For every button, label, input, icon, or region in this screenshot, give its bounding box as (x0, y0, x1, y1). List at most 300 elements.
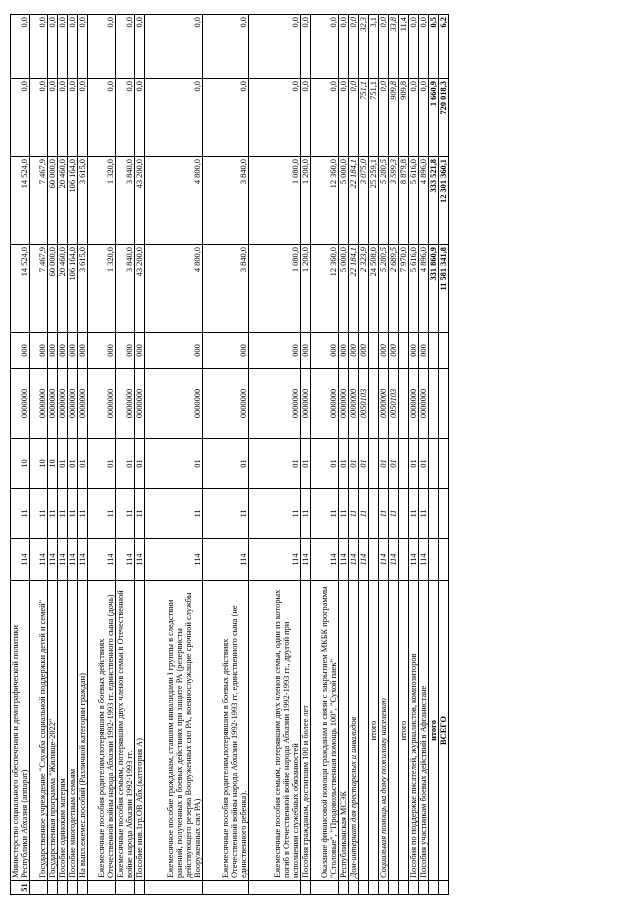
row-label-cell: Пособия гражданам, достигшим 100 и более лет (301, 581, 311, 881)
code-cell: 11 (58, 489, 68, 539)
amount-cell: 0,0 (379, 79, 389, 157)
code-cell: 000 (48, 333, 58, 369)
amount-cell: 0,0 (48, 79, 58, 157)
amount-cell: 0,0 (68, 79, 78, 157)
code-cell (349, 881, 359, 895)
code-cell (399, 881, 409, 895)
code-cell (369, 881, 379, 895)
code-cell: 11 (419, 489, 429, 539)
amount-cell: 0,0 (135, 79, 145, 157)
code-cell: 114 (249, 539, 301, 581)
code-cell (58, 881, 68, 895)
code-cell: 11 (116, 489, 135, 539)
amount-cell: 5 280,5 (379, 245, 389, 333)
amount-cell: 7 467,9 (30, 245, 48, 333)
amount-cell: 4 800,0 (145, 157, 203, 245)
code-cell (369, 539, 379, 581)
code-cell (439, 369, 449, 439)
amount-cell: 4 800,0 (145, 245, 203, 333)
amount-cell: 43 200,0 (135, 245, 145, 333)
code-cell: 11 (11, 489, 30, 539)
code-cell: 0000000 (135, 369, 145, 439)
table-row (311, 15, 339, 895)
code-cell: 000 (349, 333, 359, 369)
code-cell (145, 881, 203, 895)
amount-cell: 12 360,0 (311, 245, 339, 333)
code-cell: 11 (88, 489, 116, 539)
table-row (48, 15, 58, 895)
code-cell: 000 (30, 333, 48, 369)
amount-cell: 0,0 (88, 79, 116, 157)
amount-cell: 14 524,0 (11, 245, 30, 333)
code-cell (429, 439, 439, 489)
code-cell: 114 (68, 539, 78, 581)
code-cell: 01 (68, 439, 78, 489)
amount-cell: 909,8 (399, 79, 409, 157)
code-cell (249, 881, 301, 895)
amount-cell: 1 080,0 (249, 157, 301, 245)
amount-cell: 5 280,5 (379, 157, 389, 245)
code-cell: 0000000 (339, 369, 349, 439)
code-cell: 000 (116, 333, 135, 369)
code-cell (419, 881, 429, 895)
amount-cell: 20 460,0 (58, 245, 68, 333)
code-cell (369, 439, 379, 489)
code-cell: 01 (249, 439, 301, 489)
code-cell (439, 881, 449, 895)
amount-cell: 3 599,3 (389, 157, 399, 245)
amount-cell: 1 320,0 (88, 245, 116, 333)
amount-cell: 25 259,1 (369, 157, 379, 245)
amount-cell: 0,0 (78, 15, 88, 79)
row-label-cell: Государственная программа "Жилище-2022" (48, 581, 58, 881)
code-cell: 000 (389, 333, 399, 369)
rotated-budget-table-page (10, 15, 620, 895)
table-row (135, 15, 145, 895)
code-cell: 114 (379, 539, 389, 581)
row-label-cell: итого (399, 581, 409, 881)
code-cell: 114 (301, 539, 311, 581)
code-cell: 01 (379, 439, 389, 489)
code-cell (429, 369, 439, 439)
code-cell (439, 333, 449, 369)
code-cell: 114 (88, 539, 116, 581)
code-cell: 0000000 (11, 369, 30, 439)
amount-cell: 43 200,0 (135, 157, 145, 245)
code-cell: 0000000 (249, 369, 301, 439)
row-label-cell: Оказание финансовой помощи гражданам в связи с закрытием МКБК программы "Столовые", "Продовольственная помощь 100", "Сухой паек" (311, 581, 339, 881)
amount-cell: 0,0 (135, 15, 145, 79)
code-cell (203, 881, 249, 895)
table-row (339, 15, 349, 895)
table-row (116, 15, 135, 895)
code-cell (339, 881, 349, 895)
amount-cell: 0,0 (48, 15, 58, 79)
code-cell (399, 539, 409, 581)
row-label-cell (389, 581, 399, 881)
amount-cell: 12 360,0 (311, 157, 339, 245)
amount-cell: 106 164,0 (68, 157, 78, 245)
code-cell: 11 (30, 489, 48, 539)
row-label-cell: Пособие инв.1гр.ОВ Абх.(категория А) (135, 581, 145, 881)
table-row (399, 15, 409, 895)
code-cell (379, 881, 389, 895)
row-label-cell: Пособия участникам боевых действий в Афганистане (419, 581, 429, 881)
table-row (349, 15, 359, 895)
code-cell (359, 881, 369, 895)
amount-cell: 751,1 (369, 79, 379, 157)
code-cell: 11 (311, 489, 339, 539)
table-row (88, 15, 116, 895)
amount-cell: 0,0 (116, 79, 135, 157)
code-cell: 0050103 (389, 369, 399, 439)
code-cell: 01 (78, 439, 88, 489)
code-cell: 11 (203, 489, 249, 539)
amount-cell: 0,0 (58, 15, 68, 79)
table-row (30, 15, 48, 895)
code-cell: 114 (58, 539, 68, 581)
code-cell: 114 (311, 539, 339, 581)
amount-cell: 3 840,0 (116, 245, 135, 333)
code-cell: 0000000 (419, 369, 429, 439)
code-cell (369, 489, 379, 539)
amount-cell: 0,0 (419, 79, 429, 157)
table-row (203, 15, 249, 895)
code-cell (311, 881, 339, 895)
row-label-cell: Ежемесячные пособия семьям, потерявшим двух членов семьи в Отечественной войне народа Абхазии 1992-1993 гг. (116, 581, 135, 881)
code-cell: 01 (339, 439, 349, 489)
code-cell (429, 539, 439, 581)
code-cell: 000 (409, 333, 419, 369)
amount-cell: 11 581 341,8 (439, 245, 449, 333)
code-cell: 51 (11, 881, 30, 895)
table-row (145, 15, 203, 895)
code-cell: 114 (339, 539, 349, 581)
code-cell: 114 (359, 539, 369, 581)
amount-cell: 3 840,0 (203, 245, 249, 333)
amount-cell: 3 840,0 (116, 157, 135, 245)
table-row (409, 15, 419, 895)
code-cell: 114 (419, 539, 429, 581)
code-cell (409, 881, 419, 895)
amount-cell: 0,0 (409, 15, 419, 79)
amount-cell: 5 000,0 (339, 245, 349, 333)
row-label-cell: Пособие многодетным семьям (68, 581, 78, 881)
amount-cell: 4 896,0 (419, 245, 429, 333)
code-cell: 11 (349, 489, 359, 539)
amount-cell: 0,0 (11, 15, 30, 79)
amount-cell: 0,0 (409, 79, 419, 157)
code-cell: 11 (339, 489, 349, 539)
code-cell: 000 (68, 333, 78, 369)
amount-cell: 3,1 (369, 15, 379, 79)
code-cell (116, 881, 135, 895)
code-cell: 0000000 (88, 369, 116, 439)
row-label-cell: Пособие одиноким матерям (58, 581, 68, 881)
row-label-cell: Социальная помощь на дому пожилому населению (379, 581, 389, 881)
code-cell: 01 (88, 439, 116, 489)
code-cell (30, 881, 48, 895)
code-cell (399, 439, 409, 489)
amount-cell: 0,0 (116, 15, 135, 79)
amount-cell: 6,2 (439, 15, 449, 79)
amount-cell: 333 521,8 (429, 157, 439, 245)
table-row (249, 15, 301, 895)
code-cell: 000 (88, 333, 116, 369)
amount-cell: 5 616,0 (409, 157, 419, 245)
table-row (419, 15, 429, 895)
amount-cell: 0,5 (429, 15, 439, 79)
amount-cell: 0,0 (88, 15, 116, 79)
code-cell: 11 (135, 489, 145, 539)
code-cell (399, 489, 409, 539)
code-cell (389, 881, 399, 895)
code-cell (439, 539, 449, 581)
code-cell: 10 (48, 439, 58, 489)
amount-cell: 0,0 (339, 79, 349, 157)
code-cell (429, 333, 439, 369)
code-cell: 0000000 (203, 369, 249, 439)
amount-cell: 0,0 (311, 15, 339, 79)
amount-cell: 24 508,0 (369, 245, 379, 333)
amount-cell: 3 615,0 (78, 157, 88, 245)
code-cell: 0000000 (301, 369, 311, 439)
table-row (301, 15, 311, 895)
amount-cell: 60 000,0 (48, 245, 58, 333)
amount-cell: 14 524,0 (11, 157, 30, 245)
code-cell (369, 333, 379, 369)
code-cell: 000 (78, 333, 88, 369)
code-cell (439, 489, 449, 539)
row-label-cell: итого (429, 581, 439, 881)
amount-cell: 0,0 (419, 15, 429, 79)
amount-cell: 12 301 360,1 (439, 157, 449, 245)
amount-cell: 0,0 (349, 79, 359, 157)
code-cell: 01 (409, 439, 419, 489)
code-cell: 0000000 (30, 369, 48, 439)
amount-cell: 1 660,9 (429, 79, 439, 157)
amount-cell: 0,0 (379, 15, 389, 79)
amount-cell: 7 467,9 (30, 157, 48, 245)
code-cell: 01 (135, 439, 145, 489)
amount-cell: 0,0 (249, 79, 301, 157)
amount-cell: 20 460,0 (58, 157, 68, 245)
code-cell: 0000000 (311, 369, 339, 439)
amount-cell: 0,0 (11, 79, 30, 157)
code-cell: 114 (135, 539, 145, 581)
code-cell: 01 (301, 439, 311, 489)
row-label-cell: Пособия по поддержке писателей, журналистов, композиторов (409, 581, 419, 881)
code-cell (78, 881, 88, 895)
code-cell: 000 (301, 333, 311, 369)
table-row (78, 15, 88, 895)
amount-cell: 0,0 (339, 15, 349, 79)
amount-cell: 3 615,0 (78, 245, 88, 333)
table-row (429, 15, 439, 895)
code-cell: 114 (30, 539, 48, 581)
row-label-cell: Ежемесячные пособия семьям, потерявшим двух членов семьи, один из которых погиб в Отечественной войне народа Абхазии 1992-1993 гг., другой при исполнении служебных обязанностей (249, 581, 301, 881)
code-cell: 000 (203, 333, 249, 369)
row-label-cell: Ежемесячные пособия родителям,потерявшим в боевых действиях Отечественной войны народа Абхазии 1992-1993 гг. единственного сына (дочь) (88, 581, 116, 881)
amount-cell: 33,8 (389, 15, 399, 79)
row-label-cell: Государственное учреждение "Служба социальной поддержки детей и семей" (30, 581, 48, 881)
code-cell: 000 (379, 333, 389, 369)
code-cell: 000 (359, 333, 369, 369)
amount-cell: 22 184,1 (349, 245, 359, 333)
code-cell: 11 (389, 489, 399, 539)
amount-cell: 0,0 (301, 15, 311, 79)
amount-cell: 0,0 (203, 79, 249, 157)
code-cell: 10 (11, 439, 30, 489)
code-cell: 11 (78, 489, 88, 539)
amount-cell: 1 200,0 (301, 245, 311, 333)
row-label-cell: Ежемесячные пособия родителям,потерявшим в боевых действиях Отечественной войны народа Абхазии 1992-1993 гг. единственного сына (не единственного ребенка). (203, 581, 249, 881)
amount-cell: 0,0 (30, 79, 48, 157)
code-cell: 000 (339, 333, 349, 369)
code-cell (48, 881, 58, 895)
row-label-cell: итого (369, 581, 379, 881)
code-cell: 11 (379, 489, 389, 539)
amount-cell: 2 323,9 (359, 245, 369, 333)
amount-cell: 0,0 (349, 15, 359, 79)
code-cell: 000 (145, 333, 203, 369)
code-cell: 000 (419, 333, 429, 369)
amount-cell: 909,8 (389, 79, 399, 157)
code-cell: 11 (409, 489, 419, 539)
amount-cell: 5 616,0 (409, 245, 419, 333)
code-cell: 0000000 (78, 369, 88, 439)
table-row (68, 15, 78, 895)
table-row (359, 15, 369, 895)
amount-cell: 1 320,0 (88, 157, 116, 245)
amount-cell: 3 840,0 (203, 157, 249, 245)
code-cell: 000 (11, 333, 30, 369)
amount-cell: 22 184,1 (349, 157, 359, 245)
code-cell (429, 489, 439, 539)
code-cell: 11 (249, 489, 301, 539)
code-cell: 0000000 (48, 369, 58, 439)
code-cell: 01 (58, 439, 68, 489)
row-label-cell: ВСЕГО (439, 581, 449, 881)
amount-cell: 751,1 (359, 79, 369, 157)
code-cell: 10 (30, 439, 48, 489)
code-cell: 114 (11, 539, 30, 581)
amount-cell: 0,0 (301, 79, 311, 157)
row-label-cell: Дом-интернат для престарелых и инвалидов (349, 581, 359, 881)
amount-cell: 11,4 (399, 15, 409, 79)
code-cell: 000 (311, 333, 339, 369)
code-cell: 11 (48, 489, 58, 539)
code-cell (369, 369, 379, 439)
amount-cell: 2 689,5 (389, 245, 399, 333)
row-label-cell (359, 581, 369, 881)
row-label-cell: Ежемесячное пособие гражданам, ставшим инвалидами I группы в следствии ранений, полученных в боевых действиях при защите РА (резервисты действующего резерва Вооруженных сил РА, военнослужащие срочной службы Вооруженных сил РА) (145, 581, 203, 881)
amount-cell: 331 860,9 (429, 245, 439, 333)
table-row (369, 15, 379, 895)
code-cell: 01 (203, 439, 249, 489)
code-cell: 0000000 (379, 369, 389, 439)
code-cell (88, 881, 116, 895)
amount-cell: 0,0 (68, 15, 78, 79)
table-row (379, 15, 389, 895)
code-cell (399, 333, 409, 369)
code-cell (439, 439, 449, 489)
code-cell: 114 (145, 539, 203, 581)
code-cell: 01 (419, 439, 429, 489)
table-row (11, 15, 30, 895)
table-row (58, 15, 68, 895)
code-cell (135, 881, 145, 895)
row-label-cell: Республиканская МСЭК (339, 581, 349, 881)
code-cell: 114 (203, 539, 249, 581)
code-cell (429, 881, 439, 895)
amount-cell: 0,0 (311, 79, 339, 157)
amount-cell: 32,3 (359, 15, 369, 79)
code-cell (399, 369, 409, 439)
code-cell: 11 (68, 489, 78, 539)
code-cell: 0050103 (359, 369, 369, 439)
code-cell: 000 (249, 333, 301, 369)
code-cell: 000 (58, 333, 68, 369)
amount-cell: 720 018,3 (439, 79, 449, 157)
amount-cell: 106 164,0 (68, 245, 78, 333)
code-cell: 01 (145, 439, 203, 489)
amount-cell: 1 080,0 (249, 245, 301, 333)
amount-cell: 0,0 (249, 15, 301, 79)
code-cell: 0000000 (116, 369, 135, 439)
amount-cell: 0,0 (203, 15, 249, 79)
amount-cell: 0,0 (58, 79, 68, 157)
code-cell: 114 (116, 539, 135, 581)
budget-table (10, 14, 449, 895)
amount-cell: 60 000,0 (48, 157, 58, 245)
code-cell: 01 (359, 439, 369, 489)
code-cell: 0000000 (58, 369, 68, 439)
table-row (439, 15, 449, 895)
code-cell: 01 (311, 439, 339, 489)
code-cell: 11 (301, 489, 311, 539)
amount-cell: 0,0 (145, 79, 203, 157)
amount-cell: 3 075,0 (359, 157, 369, 245)
code-cell: 114 (409, 539, 419, 581)
amount-cell: 5 000,0 (339, 157, 349, 245)
code-cell: 01 (349, 439, 359, 489)
amount-cell: 0,0 (78, 79, 88, 157)
row-label-cell: Министерство социального обеспечения и демографической политики Республики Абхазия (аппарат) (11, 581, 30, 881)
code-cell: 01 (116, 439, 135, 489)
amount-cell: 0,0 (30, 15, 48, 79)
code-cell: 0000000 (409, 369, 419, 439)
amount-cell: 7 970,0 (399, 245, 409, 333)
code-cell: 114 (78, 539, 88, 581)
code-cell: 11 (359, 489, 369, 539)
code-cell (301, 881, 311, 895)
code-cell: 114 (389, 539, 399, 581)
code-cell: 0000000 (349, 369, 359, 439)
code-cell (68, 881, 78, 895)
table-row (389, 15, 399, 895)
code-cell: 114 (48, 539, 58, 581)
code-cell: 114 (349, 539, 359, 581)
amount-cell: 0,0 (145, 15, 203, 79)
code-cell: 0000000 (145, 369, 203, 439)
code-cell: 11 (145, 489, 203, 539)
amount-cell: 4 896,0 (419, 157, 429, 245)
amount-cell: 8 879,8 (399, 157, 409, 245)
code-cell: 000 (135, 333, 145, 369)
row-label-cell: На выпл.ежемес.пособий (Различной категории граждан) (78, 581, 88, 881)
code-cell: 01 (389, 439, 399, 489)
